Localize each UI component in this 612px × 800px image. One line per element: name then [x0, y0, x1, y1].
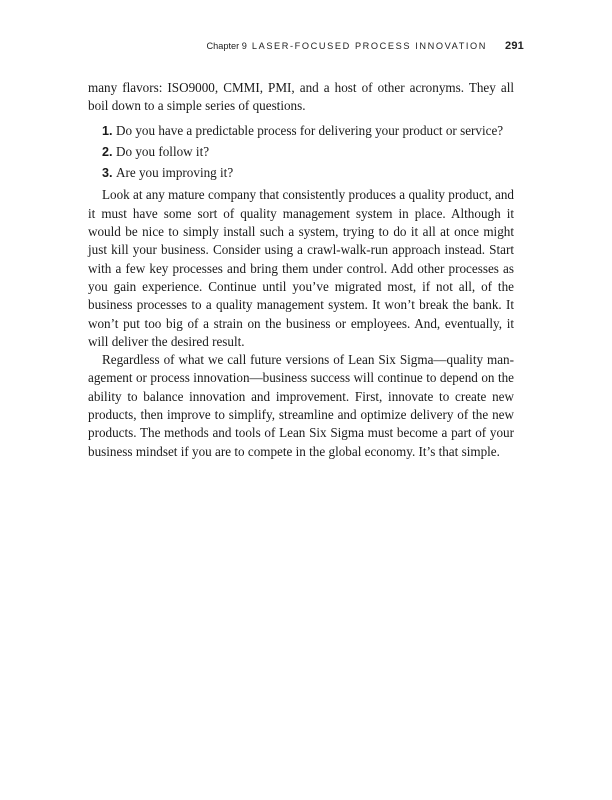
question-text: Do you follow it? [116, 143, 210, 159]
page-number: 291 [505, 40, 524, 52]
question-text: Do you have a predictable process for delivering your product or service? [116, 122, 504, 138]
paragraph-future-lean-six-sigma: Regardless of what we call future versions of Lean Six Sigma—quality management or process innovation—business success will continue to depend on the ability to balance innovation and improvement. First, innovate to create new products, then improve to simplify, streamline and optimize delivery of the new products. The methods and tools of Lean Six Sigma must become a part of your business mindset if you are to compete in the global economy. It’s that simple. [88, 352, 514, 459]
question-item [102, 164, 514, 182]
question-text: Are you improving it? [116, 165, 234, 181]
question-number: 2. [102, 144, 113, 159]
question-list [88, 122, 514, 183]
question-number: 1. [102, 123, 113, 138]
chapter-title: LASER-FOCUSED PROCESS INNOVATION [251, 41, 488, 51]
question-item [102, 143, 514, 161]
question-item [102, 122, 514, 140]
intro-paragraph: many flavors: ISO9000, CMMI, PMI, and a host of other acronyms. They all boil down to a simple series of questions. [88, 80, 514, 114]
chapter-label: Chapter 9 [206, 41, 247, 51]
question-number: 3. [102, 166, 113, 181]
body-text [88, 79, 514, 461]
paragraph-quality-system: Look at any mature company that consistently produces a quality product, and it must have some sort of quality management system in place. Although it would be nice to simply install such a system, trying to do it all at once might just kill your business. Consider using a crawl-walk-run approach instead. Start with a few key processes and bring them under control. Add other processes as you gain experience. Continue until you’ve migrated most, if not all, of the business processes to a quality management system. It won’t break the bank. It won’t put too big of a strain on the business or employees. And, eventually, it will deliver the desired result. [88, 187, 514, 349]
running-head [88, 40, 524, 52]
